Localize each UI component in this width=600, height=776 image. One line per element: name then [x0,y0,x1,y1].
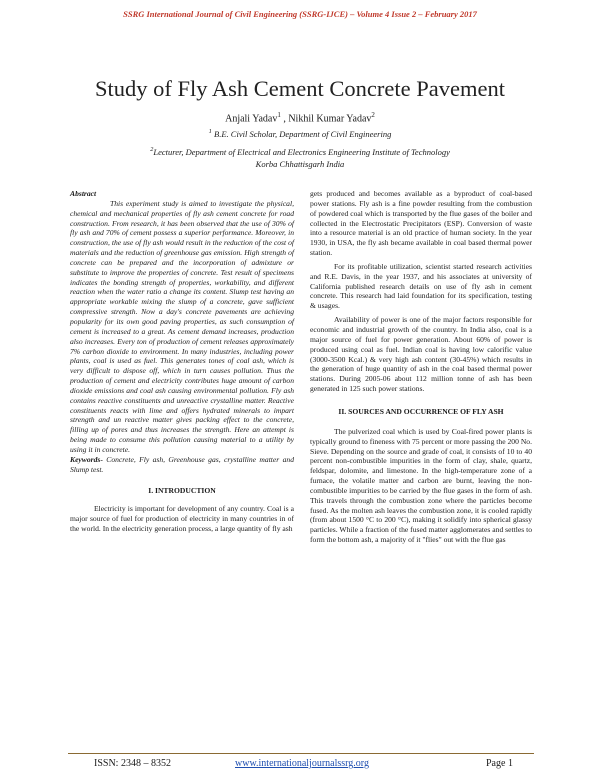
paragraph-pulverized-coal: The pulverized coal which is used by Coal-fired power plants is typically ground to fineness with 75 percent or more passing the 200 No. Sieve. Depending on the source and grade of coal, it consists of 10 to 40 percent non-combustible impurities in the form of clay, shale, quartz, feldspar, dolomite, and limestone. In the high-temperature zone of a furnace, the volatile matter and carbon are burnt, leaving the non-combustible impurities to be carried by the flue gases in the form of ash. This travels through the combustion zone where the particles become fused. As the molten ash leaves the combustion zone, it is cooled rapidly (from about 1500 °C to 200 °C), making it solidify into spherical glassy particles. While a fraction of the fused matter agglomerates and settles to form the bottom ash, a majority of it "flies" out with the flue gas [310,426,532,545]
keywords-text: Concrete, Fly ash, Greenhouse gas, crystalline matter and Slump test. [70,454,294,474]
section-heading-introduction: I. INTRODUCTION [148,486,216,496]
affiliation-2 [0,146,600,157]
section-heading-sources: II. SOURCES AND OCCURRENCE OF FLY ASH [338,406,504,416]
paper-title: Study of Fly Ash Cement Concrete Pavement [95,76,505,101]
author-line [0,111,600,124]
abstract-body: This experiment study is aimed to investigate the physical, chemical and mechanical properties of fly ash cement concrete for road construction. From research, it has been observed that the use of 30% of fly ash and 70% of cement possess a superior performance. Moreover, in construction, the use of fly ash would result in the reduction of the cost of materials and the reduction of greenhouse gas emission. High strength of concrete can be prepared and the incorporation of admixture or substitute to improve the properties of concrete. Test result of specimens indicates the bonding strength of properties, workability, and different reaction when the water ratio a change its content. Slump test having an appropriate workable mixing the slump of a concrete, gave sufficient compressive strength. Now a day's concrete pavements are achieving popularity for its own good paving properties, as such consumption of cement is increased to a great. As cement demand increases, production also increases. Every ton of production of cement releases approximately 7% carbon dioxide to environment. In many industries, including power plants, coal is used as fuel. This generates tones of coal ash, which is very difficult to dispose off, which in turn causes pollution. Thus the production of cement and electricity contributes huge amount of carbon dioxide emissions and coal ash causing environmental pollution. Fly ash contains reactive constituents and unreactive crystalline matter. Reactive constituents reacts with lime and offers hydrated minerals to impart strength and un reactive matter gives packing effect to the concrete, filling up of pores and thus increases the strength. Here an attempt is being made to consume this pollution causing material to a utility by using it in concrete. [70,198,294,454]
intro-paragraph: Electricity is important for development of any country. Coal is a major source of fuel for production of electricity in many countries in of the world. In the electricity generation process, a large quantity of fly ash [70,504,294,533]
affiliation-1-sup: 1 [208,128,212,135]
paragraph-continued: gets produced and becomes available as a byproduct of coal-based power stations. Fly ash is a fine powder resulting from the combustion of powdered coal which is transported by the flue gases of the boiler and collected in the Electrostatic Precipitators (ESP). Conversion of waste into a resource material is an old practice of human society. In the year 1930, in USA, the fly ash became available in coal based thermal power station. [310,189,532,258]
footer-rule [68,753,534,754]
affiliation-2-location: Korba Chhattisgarh India [255,159,345,169]
affiliation-1 [0,128,600,139]
journal-header: SSRG International Journal of Civil Engineering (SSRG-IJCE) – Volume 4 Issue 2 – February 2017 [123,9,477,19]
affiliation-2-sup: 2 [150,146,154,153]
right-column [310,189,532,549]
left-column [70,189,294,538]
author-separator: , [280,113,289,125]
keywords [70,455,294,475]
author-2: Nikhil Kumar Yadav [288,113,372,125]
author-2-sup: 2 [371,111,375,119]
footer-page-number: Page 1 [486,758,513,769]
author-1-sup: 1 [277,111,281,119]
footer-issn: ISSN: 2348 – 8352 [94,758,171,769]
footer-journal-link[interactable]: www.internationaljournalssrg.org [235,758,369,769]
affiliation-2-text: Lecturer, Department of Electrical and Electronics Engineering Institute of Technology [153,146,450,157]
paragraph-research: For its profitable utilization, scientist started research activities and R.E. Davis, in the year 1937, and his associates at university of California published research details on use of fly ash in cement concrete. This research had laid foundation for its specification, testing & usages. [310,261,532,311]
abstract-heading: Abstract [70,189,97,198]
keywords-label: Keywords- [70,454,103,464]
paragraph-power: Availability of power is one of the major factors responsible for economic and industrial growth of the country. In India also, coal is a major source of fuel for power generation. About 60% of power is produced using coal as fuel. Indian coal is having low calorific value (3000-3500 Kcal.) & very high ash content (30-45%) which results in the generation of huge quantity of ash in the coal based thermal power stations. During 2005-06 about 112 million tonne of ash has been generated in 125 such power stations. [310,315,532,394]
affiliation-1-text: B.E. Civil Scholar, Department of Civil Engineering [211,128,392,139]
author-1: Anjali Yadav [225,113,278,125]
